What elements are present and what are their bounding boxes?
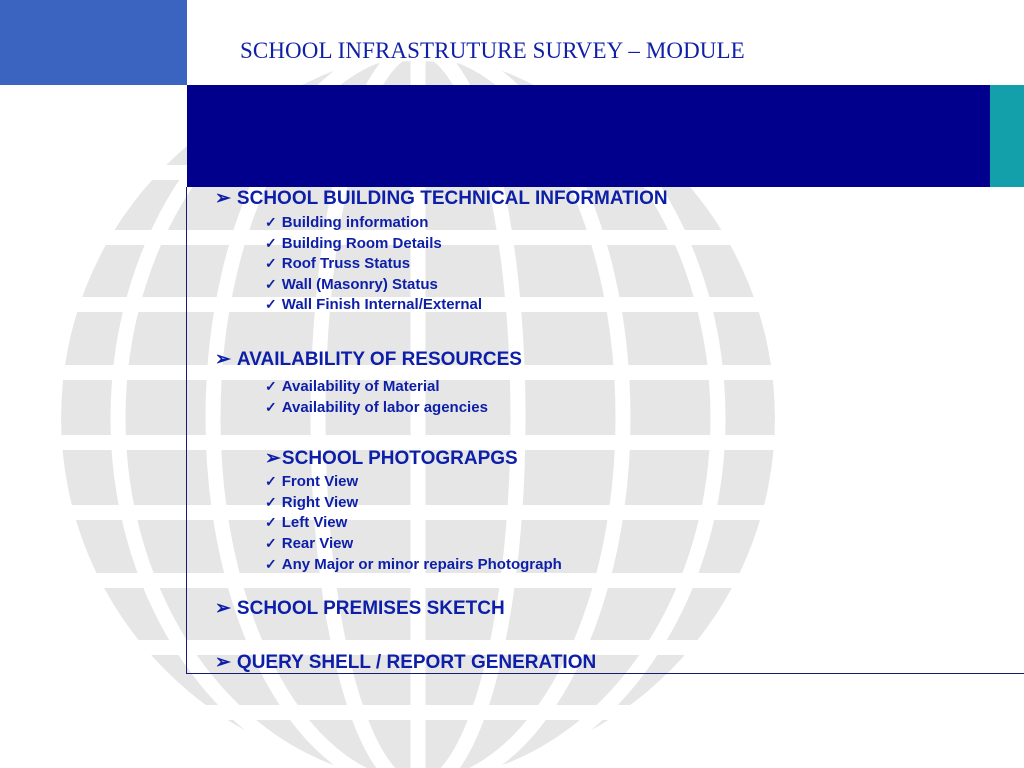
list-item-text: Availability of Material <box>281 378 440 395</box>
list-item <box>265 398 488 417</box>
section-heading <box>215 598 505 620</box>
check-icon: ✓ <box>265 494 277 510</box>
check-icon: ✓ <box>265 296 277 312</box>
list-item <box>265 213 428 232</box>
arrow-bullet-icon: ➢ <box>215 188 231 209</box>
list-item-text: Right View <box>281 494 359 511</box>
check-icon: ✓ <box>265 255 277 271</box>
slide-title: SCHOOL INFRASTRUTURE SURVEY – MODULE <box>240 38 745 63</box>
check-icon: ✓ <box>265 473 277 489</box>
list-item-text: Building Room Details <box>281 235 442 252</box>
list-item <box>265 234 442 253</box>
list-item-text: Wall Finish Internal/External <box>281 296 483 313</box>
list-item <box>265 555 562 574</box>
list-item <box>265 254 410 273</box>
list-item <box>265 493 358 512</box>
list-item-text: Availability of labor agencies <box>281 399 488 416</box>
list-item-text: Front View <box>281 473 359 490</box>
arrow-bullet-icon: ➢ <box>215 598 231 619</box>
section-heading-text: SCHOOL PREMISES SKETCH <box>236 598 505 619</box>
list-item <box>265 295 482 314</box>
check-icon: ✓ <box>265 556 277 572</box>
check-icon: ✓ <box>265 378 277 394</box>
list-item-text: Building information <box>281 214 429 231</box>
section-heading-text: AVAILABILITY OF RESOURCES <box>236 349 522 370</box>
section-heading-text: SCHOOL PHOTOGRAPGS <box>281 448 518 469</box>
section-heading <box>215 188 668 210</box>
arrow-bullet-icon: ➢ <box>215 349 231 370</box>
section-heading <box>215 652 596 674</box>
list-item <box>265 275 438 294</box>
arrow-bullet-icon: ➢ <box>215 652 231 673</box>
check-icon: ✓ <box>265 399 277 415</box>
list-item <box>265 513 347 532</box>
list-item <box>265 472 358 491</box>
section-heading <box>215 349 522 371</box>
section-heading-text: QUERY SHELL / REPORT GENERATION <box>236 652 597 673</box>
check-icon: ✓ <box>265 514 277 530</box>
section-heading-text: SCHOOL BUILDING TECHNICAL INFORMATION <box>236 188 668 209</box>
list-item-text: Any Major or minor repairs Photograph <box>281 556 562 573</box>
list-item-text: Rear View <box>281 535 354 552</box>
check-icon: ✓ <box>265 276 277 292</box>
check-icon: ✓ <box>265 235 277 251</box>
check-icon: ✓ <box>265 535 277 551</box>
section-heading <box>265 448 518 470</box>
arrow-bullet-icon: ➢ <box>265 448 281 469</box>
check-icon: ✓ <box>265 214 277 230</box>
list-item-text: Roof Truss Status <box>281 255 411 272</box>
list-item-text: Wall (Masonry) Status <box>281 276 438 293</box>
list-item <box>265 534 353 553</box>
list-item-text: Left View <box>281 514 348 531</box>
list-item <box>265 377 440 396</box>
